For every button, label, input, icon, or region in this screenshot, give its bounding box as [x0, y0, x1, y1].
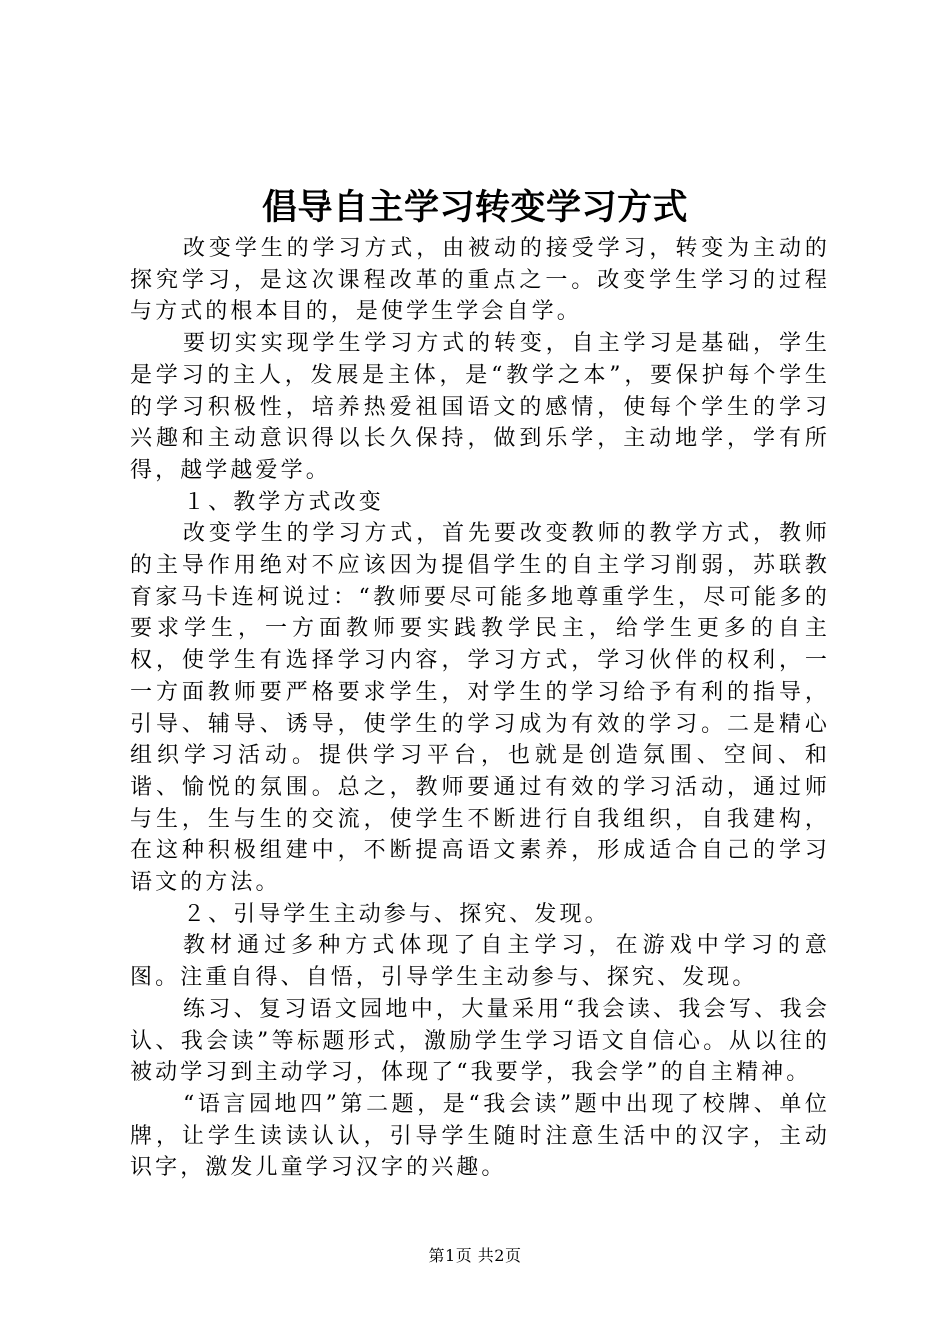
document-title: 倡导自主学习转变学习方式 — [261, 188, 688, 228]
paragraph-1: 改变学生的学习方式，由被动的接受学习，转变为主动的探究学习，是这次课程改革的重点之一。改变学生学习的过程与方式的根本目的，是使学生学会自学。 — [130, 236, 830, 325]
paragraph-3: 改变学生的学习方式，首先要改变教师的教学方式，教师的主导作用绝对不应该因为提倡学生的自主学习削弱，苏联教育家马卡连柯说过：“教师要尽可能多地尊重学生，尽可能多的要求学生，一方面教师要实践教学民主，给学生更多的自主权，使学生有选择学习内容，学习方式，学习伙伴的权利，一一方面教师要严格要求学生，对学生的学习给予有利的指导，引导、辅导、诱导，使学生的学习成为有效的学习。二是精心组织学习活动。提供学习平台，也就是创造氛围、空间、和谐、愉悦的氛围。总之，教师要通过有效的学习活动，通过师与生，生与生的交流，使学生不断进行自我组织，自我建构，在这种积极组建中，不断提高语文素养，形成适合自己的学习语文的方法。 — [130, 521, 830, 896]
paragraph-2: 要切实实现学生学习方式的转变，自主学习是基础，学生是学习的主人，发展是主体，是“教学之本”，要保护每个学生的学习积极性，培养热爱祖国语文的感情，使每个学生的学习兴趣和主动意识得以长久保持，做到乐学，主动地学，学有所得，越学越爱学。 — [130, 331, 830, 483]
page-footer: 第1页 共2页 — [428, 1246, 522, 1265]
section-heading-2: ２、引导学生主动参与、探究、发现。 — [183, 901, 610, 927]
paragraph-6: “语言园地四”第二题，是“我会读”题中出现了校牌、单位牌，让学生读读认认，引导学生随时注意生活中的汉字，主动识字，激发儿童学习汉字的兴趣。 — [130, 1091, 830, 1181]
paragraph-4: 教材通过多种方式体现了自主学习，在游戏中学习的意图。注重自得、自悟，引导学生主动参与、探究、发现。 — [130, 933, 830, 991]
document-body — [130, 233, 830, 1184]
section-heading-1: １、教学方式改变 — [183, 489, 384, 515]
paragraph-5: 练习、复习语文园地中，大量采用“我会读、我会写、我会认、我会读”等标题形式，激励学生学习语文自信心。从以往的被动学习到主动学习，体现了“我要学，我会学”的自主精神。 — [130, 996, 830, 1086]
